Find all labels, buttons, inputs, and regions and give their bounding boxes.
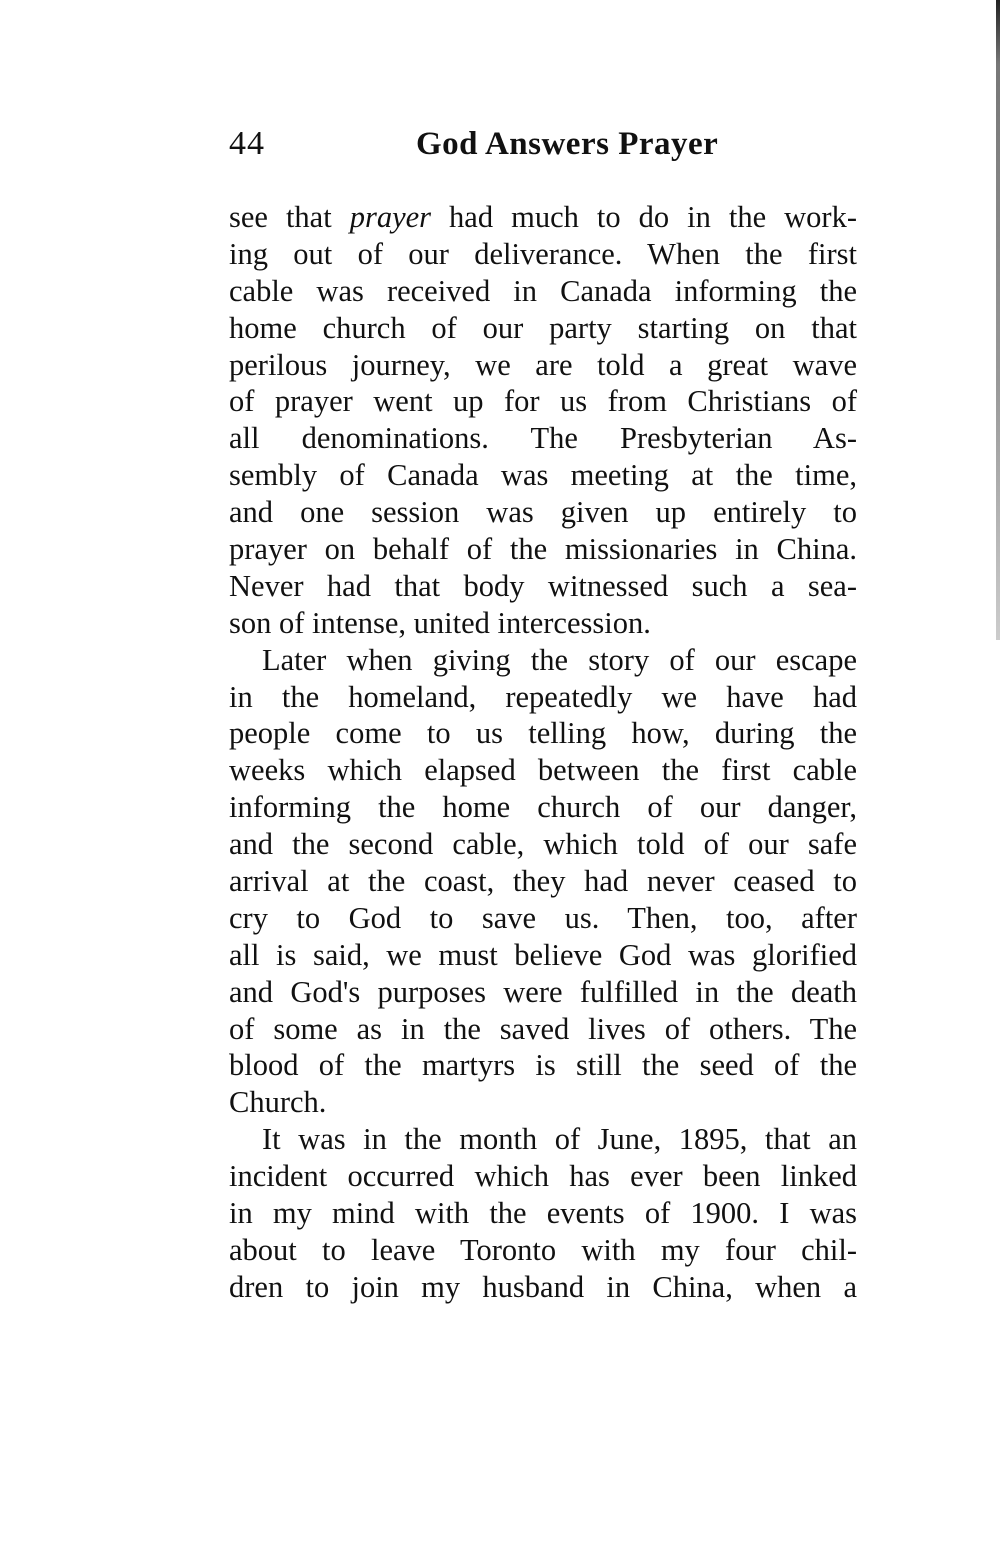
text-line: cable was received in Canada informing the	[229, 273, 857, 308]
text-line: son of intense, united intercession.	[229, 605, 651, 640]
text-line: and God's purposes were fulfilled in the death	[229, 974, 857, 1009]
text-line: in the homeland, repeatedly we have had	[229, 679, 857, 714]
page-number: 44	[229, 125, 265, 162]
text-line: It was in the month of June, 1895, that an	[262, 1122, 857, 1157]
text-line: prayer on behalf of the missionaries in China.	[229, 532, 857, 567]
page-body-text	[229, 199, 857, 1306]
text-line: about to leave Toronto with my four chil-	[229, 1232, 857, 1267]
text-line: people come to us telling how, during the	[229, 716, 857, 751]
text-line: and one session was given up entirely to	[229, 495, 857, 530]
text-line: dren to join my husband in China, when a	[229, 1269, 857, 1304]
emphasized-word: prayer	[349, 200, 432, 234]
text-line: Church.	[229, 1085, 327, 1120]
text-line: in my mind with the events of 1900. I was	[229, 1196, 857, 1231]
text-line: incident occurred which has ever been linked	[229, 1159, 857, 1194]
text-line: sembly of Canada was meeting at the time,	[229, 458, 857, 493]
text-line: and the second cable, which told of our safe	[229, 827, 857, 862]
text-line: Never had that body witnessed such a sea-	[229, 568, 857, 603]
text-line: informing the home church of our danger,	[229, 790, 857, 825]
scan-edge-shadow	[996, 0, 1000, 640]
text-line: of prayer went up for us from Christians of	[229, 384, 857, 419]
text-line: blood of the martyrs is still the seed of the	[229, 1048, 857, 1083]
text-line: ing out of our deliverance. When the first	[229, 236, 857, 271]
text-line: perilous journey, we are told a great wave	[229, 347, 857, 382]
text-line: arrival at the coast, they had never ceased to	[229, 864, 857, 899]
text-line: cry to God to save us. Then, too, after	[229, 900, 857, 935]
text-line: all denominations. The Presbyterian As-	[229, 421, 857, 456]
text-line: home church of our party starting on that	[229, 310, 857, 345]
text-line: weeks which elapsed between the first cable	[229, 753, 857, 788]
running-title: God Answers Prayer	[416, 126, 719, 162]
text-line: see that prayer had much to do in the work-	[229, 200, 857, 234]
text-line: of some as in the saved lives of others. The	[229, 1011, 857, 1046]
text-line: Later when giving the story of our escape	[262, 642, 857, 677]
text-line: all is said, we must believe God was glorified	[229, 937, 857, 972]
